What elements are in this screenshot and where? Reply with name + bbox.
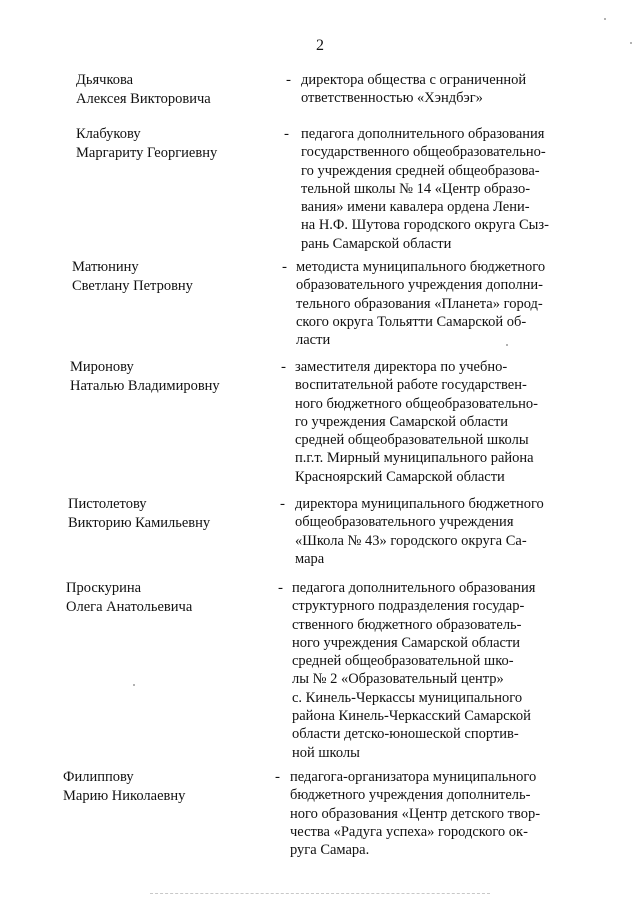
desc-line: воспитательной работе государствен- [295, 377, 527, 394]
dash-separator: - [280, 496, 285, 512]
scan-speck [506, 344, 508, 346]
position-description [290, 768, 568, 859]
desc-line: ного бюджетного общеобразовательно- [295, 395, 539, 412]
desc-line: ответственностью «Хэндбэг» [301, 90, 483, 107]
dash-separator: - [281, 359, 286, 375]
desc-line: мара [295, 550, 325, 567]
person-name [72, 258, 272, 295]
dash-separator: - [284, 126, 289, 142]
desc-line: Красноярский Самарской области [295, 468, 505, 485]
position-description [295, 495, 573, 568]
desc-line: заместителя директора по учебно- [295, 359, 508, 375]
name-line: Маргариту Георгиевну [76, 144, 218, 161]
position-description [295, 358, 573, 486]
desc-line: рань Самарской области [301, 235, 452, 252]
position-description [296, 258, 574, 349]
desc-line: средней общеобразовательной школы [295, 432, 529, 449]
desc-line: структурного подразделения государ- [292, 598, 525, 615]
desc-line: тельного образования «Планета» город- [296, 295, 543, 312]
desc-line: го учреждения средней общеобразова- [301, 162, 540, 179]
person-name [63, 768, 263, 805]
scan-speck [630, 42, 632, 44]
name-line: Викторию Камильевну [68, 514, 211, 531]
desc-line: п.г.т. Мирный муниципального района [295, 450, 534, 467]
name-line: Миронову [70, 359, 134, 375]
desc-line: средней общеобразовательной шко- [292, 653, 514, 670]
position-description [301, 71, 579, 108]
dash-separator: - [275, 769, 280, 785]
desc-line: области детско-юношеской спортив- [292, 726, 519, 743]
dash-separator: - [278, 580, 283, 596]
person-name [68, 495, 268, 532]
name-line: Алексея Викторовича [76, 90, 211, 107]
scan-footer-rule [150, 893, 490, 894]
page-number: 2 [316, 37, 324, 54]
name-line: Матюнину [72, 259, 139, 275]
desc-line: руга Самара. [290, 842, 370, 859]
name-line: Филиппову [63, 769, 134, 785]
position-description [301, 125, 579, 253]
name-line: Наталью Владимировну [70, 377, 220, 394]
name-line: Клабукову [76, 126, 141, 142]
desc-line: района Кинель-Черкасский Самарской [292, 708, 531, 725]
name-line: Дьячкова [76, 72, 134, 88]
name-line: Пистолетову [68, 496, 147, 512]
desc-line: ного учреждения Самарской области [292, 634, 521, 651]
desc-line: вания» имени кавалера ордена Лени- [301, 199, 530, 216]
desc-line: методиста муниципального бюджетного [296, 259, 546, 275]
dash-separator: - [286, 72, 291, 88]
name-line: Марию Николаевну [63, 787, 186, 804]
desc-line: чества «Радуга успеха» городского ок- [290, 823, 528, 840]
scan-speck [604, 18, 606, 20]
desc-line: педагога дополнительного образования [292, 580, 536, 596]
desc-line: государственного общеобразовательно- [301, 144, 546, 161]
desc-line: ного образования «Центр детского твор- [290, 805, 541, 822]
desc-line: ласти [296, 332, 331, 349]
desc-line: ского округа Тольятти Самарской об- [296, 313, 527, 330]
desc-line: педагога дополнительного образования [301, 126, 545, 142]
desc-line: бюджетного учреждения дополнитель- [290, 787, 531, 804]
desc-line: «Школа № 43» городского округа Са- [295, 532, 527, 549]
desc-line: ственного бюджетного образователь- [292, 616, 522, 633]
person-name [76, 71, 276, 108]
dash-separator: - [282, 259, 287, 275]
desc-line: го учреждения Самарской области [295, 413, 509, 430]
desc-line: лы № 2 «Образовательный центр» [292, 671, 504, 688]
desc-line: педагога-организатора муниципального [290, 769, 537, 785]
desc-line: тельной школы № 14 «Центр образо- [301, 180, 531, 197]
desc-line: директора муниципального бюджетного [295, 496, 544, 512]
person-name [76, 125, 276, 162]
name-line: Светлану Петровну [72, 277, 193, 294]
desc-line: на Н.Ф. Шутова городского округа Сыз- [301, 217, 549, 234]
person-name [70, 358, 270, 395]
scan-speck [133, 684, 135, 686]
name-line: Олега Анатольевича [66, 598, 193, 615]
desc-line: общеобразовательного учреждения [295, 514, 514, 531]
desc-line: ной школы [292, 744, 360, 761]
desc-line: с. Кинель-Черкассы муниципального [292, 689, 523, 706]
desc-line: образовательного учреждения дополни- [296, 277, 543, 294]
name-line: Проскурина [66, 580, 142, 596]
position-description [292, 579, 570, 762]
desc-line: директора общества с ограниченной [301, 72, 527, 88]
person-name [66, 579, 266, 616]
